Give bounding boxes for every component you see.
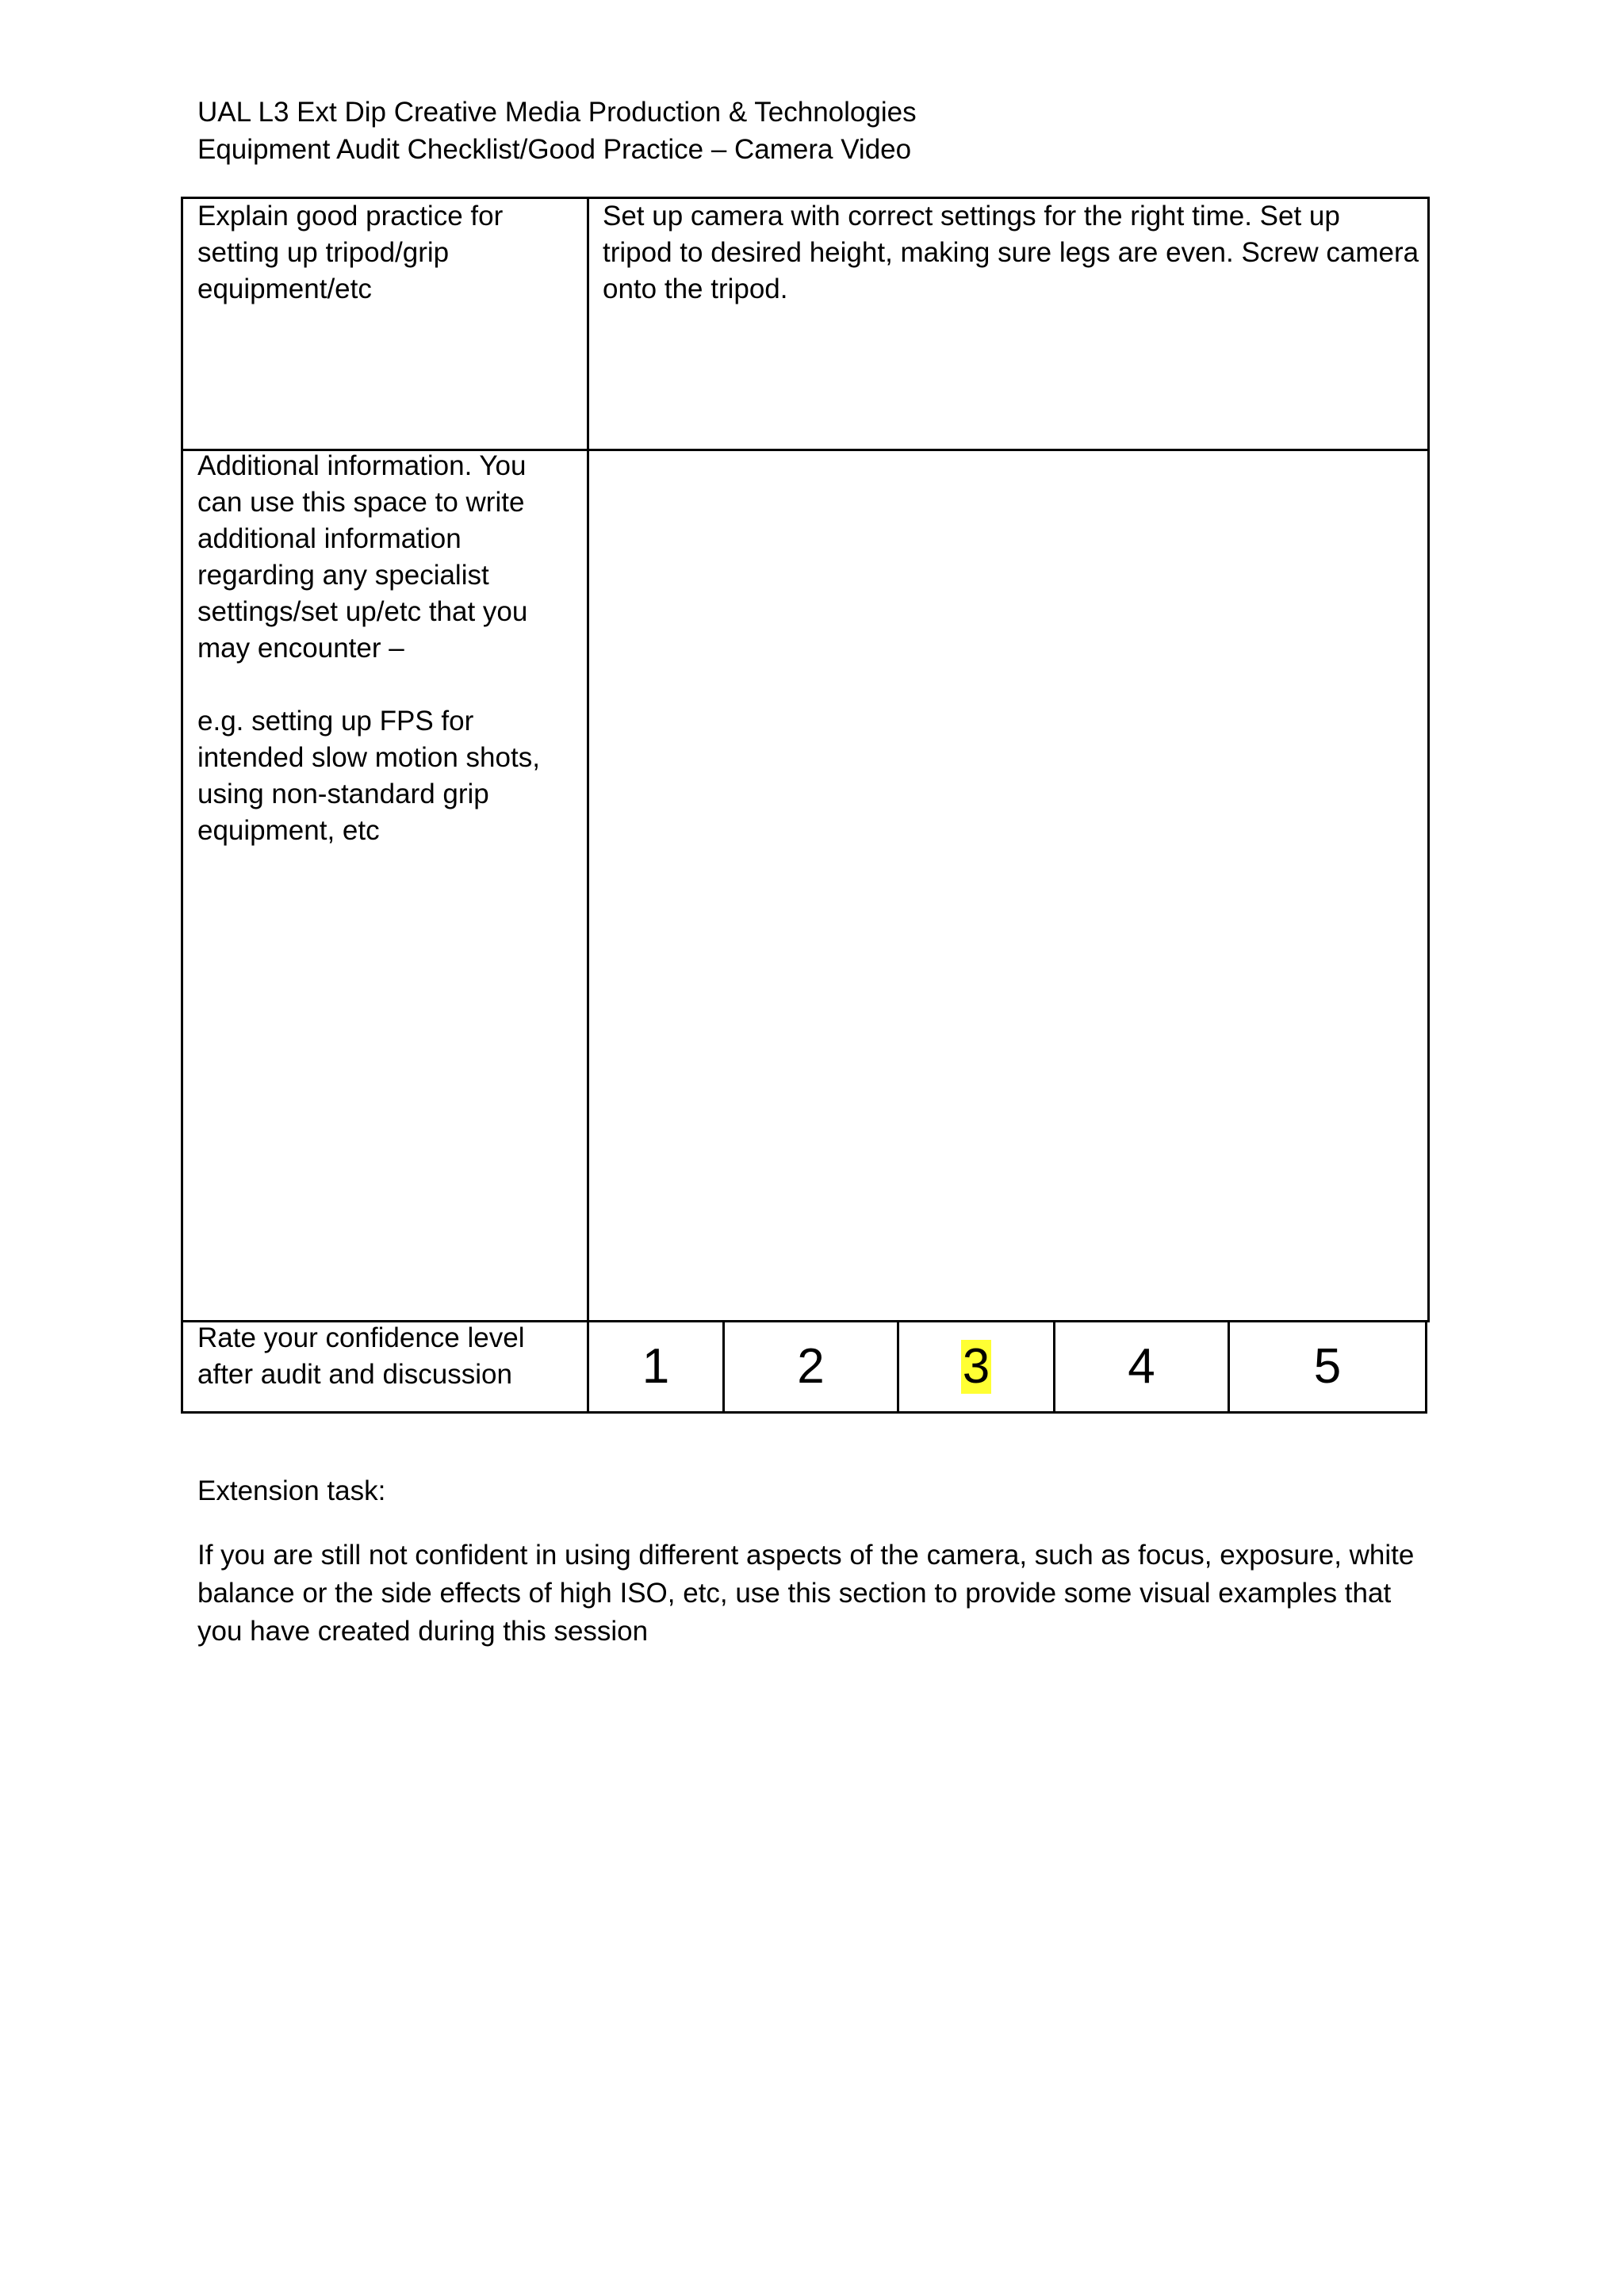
rating-option-3[interactable] (899, 1320, 1053, 1414)
rating-option-1[interactable] (589, 1320, 722, 1414)
course-title: UAL L3 Ext Dip Creative Media Production & Technologies (197, 97, 917, 128)
rating-value-selected: 3 (962, 1339, 990, 1394)
document-header (197, 94, 917, 168)
additional-info-label: Additional information. You can use this space to write additional information regarding any specialist settings/set up/etc that you may encounter – e.g. setting up FPS for intended slow motion shots, using non-standard grip equipment, etc (197, 450, 540, 846)
rating-value: 4 (1128, 1339, 1155, 1394)
rating-option-2[interactable] (725, 1320, 897, 1414)
additional-info-answer[interactable] (603, 452, 1427, 1316)
checklist-title: Equipment Audit Checklist/Good Practice – Camera Video (197, 134, 912, 165)
rating-option-5[interactable] (1230, 1320, 1425, 1414)
rating-option-4[interactable] (1055, 1320, 1228, 1414)
rating-value: 2 (797, 1339, 825, 1394)
rating-value: 1 (642, 1339, 670, 1394)
extension-task-title: Extension task: (197, 1475, 386, 1506)
tripod-practice-answer[interactable]: Set up camera with correct settings for the right time. Set up tripod to desired height, making sure legs are even. Screw camera onto the tripod. (603, 201, 1419, 304)
confidence-label: Rate your confidence level after audit and discussion (197, 1322, 525, 1390)
extension-task-body: If you are still not confident in using different aspects of the camera, such as focus, exposure, white balance or the side effects of high ISO, etc, use this section to provide some visual examples that you have created during this session (197, 1540, 1415, 1647)
tripod-practice-label: Explain good practice for setting up tripod/grip equipment/etc (197, 201, 504, 304)
rating-value: 5 (1313, 1339, 1342, 1394)
